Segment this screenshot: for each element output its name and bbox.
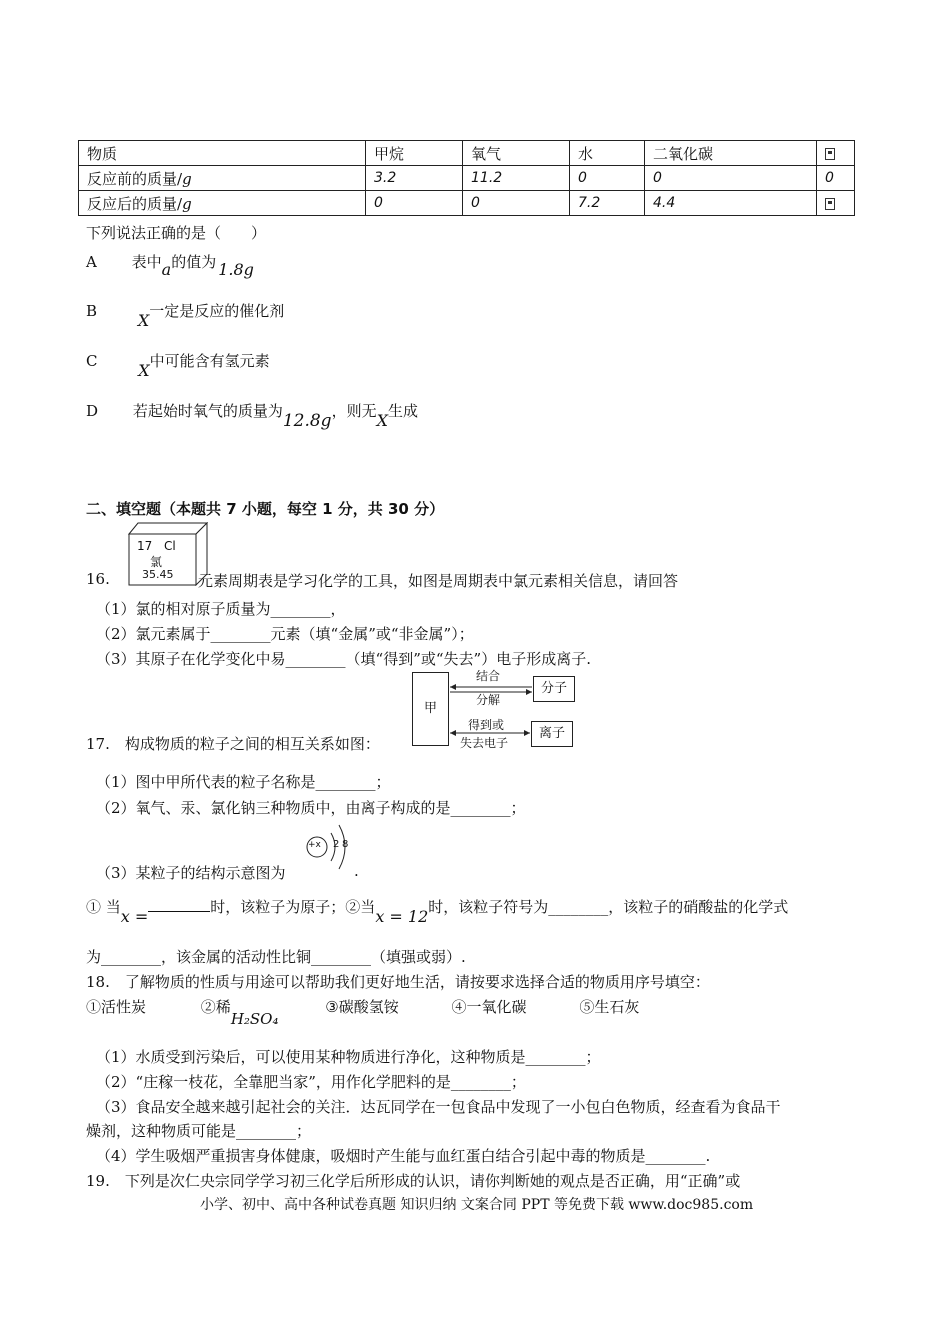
table-header-cell: 氧气 <box>463 141 570 166</box>
question-stem: 元素周期表是学习化学的工具，如图是周期表中氯元素相关信息，请回答 <box>198 572 679 590</box>
label-combine: 结合 <box>476 669 501 683</box>
question-number: 16. <box>86 570 110 588</box>
question-part: 燥剂，这种物质可能是________； <box>86 1122 312 1140</box>
table-header-row <box>79 141 855 166</box>
atomic-mass: 35.45 <box>142 568 174 581</box>
question-stem: 下列说法正确的是（ ） <box>86 224 267 242</box>
row-label: 反应前的质量/g <box>79 166 366 191</box>
missing-image-icon <box>825 198 835 210</box>
missing-image-icon <box>825 148 835 160</box>
option-c: C X中可能含有氢元素 <box>86 352 270 380</box>
label-decompose: 分解 <box>476 693 501 707</box>
option-d: D 若起始时氧气的质量为12.8g，则无X生成 <box>86 402 418 431</box>
table-cell: 0 <box>645 166 817 191</box>
table-row <box>79 166 855 191</box>
option-a: A 表中a的值为 1.8g <box>86 253 254 279</box>
table-cell: 0 <box>366 191 463 216</box>
question-part: （1）氯的相对原子质量为________， <box>96 600 346 618</box>
table-cell <box>817 191 855 216</box>
element-tile-chlorine <box>128 522 208 586</box>
table-header-cell: 水 <box>570 141 645 166</box>
section-title: 二、填空题（本题共 7 小题，每空 1 分，共 30 分） <box>86 500 445 518</box>
table-header-cell <box>817 141 855 166</box>
question-part: （1）水质受到污染后，可以使用某种物质进行净化，这种物质是________； <box>96 1048 601 1066</box>
punctuation: . <box>354 862 359 880</box>
table-header-cell: 甲烷 <box>366 141 463 166</box>
box-ion: 离子 <box>531 721 573 747</box>
question-part: （2）氧气、汞、氯化钠三种物质中，由离子构成的是________； <box>96 799 526 817</box>
mass-table <box>78 140 855 216</box>
question-stem: 17. 构成物质的粒子之间的相互关系如图： <box>86 735 380 753</box>
nucleus-charge: +x <box>308 840 321 850</box>
question-part: （1）图中甲所代表的粒子名称是________； <box>96 773 391 791</box>
table-cell: 7.2 <box>570 191 645 216</box>
table-cell: 0 <box>463 191 570 216</box>
question-part: （3）其原子在化学变化中易________（填“得到”或“失去”）电子形成离子. <box>96 650 591 668</box>
table-row <box>79 191 855 216</box>
label-gain: 得到或 <box>468 718 505 732</box>
shell-1-electrons: 2 <box>333 839 340 850</box>
question-stem: 19. 下列是次仁央宗同学学习初三化学后所形成的认识，请你判断她的观点是否正确，用“正确”或 <box>86 1172 741 1190</box>
box-jia: 甲 <box>412 672 449 746</box>
element-name: 氯 <box>150 555 163 569</box>
question-part: （2）氯元素属于________元素（填“金属”或“非金属”）； <box>96 625 474 643</box>
table-cell: 0 <box>570 166 645 191</box>
question-part: （4）学生吸烟严重损害身体健康，吸烟时产生能与血红蛋白结合引起中毒的物质是________. <box>96 1147 711 1165</box>
question-stem: 18. 了解物质的性质与用途可以帮助我们更好地生活，请按要求选择合适的物质用序号填空： <box>86 973 710 991</box>
page-footer: 小学、初中、高中各种试卷真题 知识归纳 文案合同 PPT 等免费下载 www.doc985.com <box>200 1197 754 1213</box>
atomic-number: 17 <box>137 539 153 553</box>
row-label: 反应后的质量/g <box>79 191 366 216</box>
label-lose: 失去电子 <box>460 736 509 750</box>
question-part: （2）“庄稼一枝花，全靠肥当家”，用作化学肥料的是________； <box>96 1073 526 1091</box>
table-cell: 3.2 <box>366 166 463 191</box>
table-header-cell: 二氧化碳 <box>645 141 817 166</box>
table-cell: 11.2 <box>463 166 570 191</box>
question-part: （3）某粒子的结构示意图为 <box>96 864 286 882</box>
option-list: ①活性炭 ②稀H₂SO₄ ③碳酸氢铵 ④一氧化碳 ⑤生石灰 <box>86 998 640 1028</box>
question-part: 为________，该金属的活动性比铜________（填强或弱）. <box>86 948 466 966</box>
table-cell: 0 <box>817 166 855 191</box>
question-part: （3）食品安全越来越引起社会的关注．达瓦同学在一包食品中发现了一小包白色物质，经查看为食品干 <box>96 1098 781 1116</box>
atomic-structure-diagram <box>303 817 355 875</box>
question-part: ① 当x = 时，该粒子为原子；②当x = 12时，该粒子符号为________，该粒子的硝酸盐的化学式 <box>86 898 789 926</box>
answer-blank[interactable] <box>148 911 210 912</box>
particle-relation-diagram <box>412 669 577 752</box>
shell-2-electrons: 8 <box>342 839 349 850</box>
option-b: B X一定是反应的催化剂 <box>86 302 285 330</box>
box-molecule: 分子 <box>533 676 575 702</box>
table-cell: 4.4 <box>645 191 817 216</box>
element-symbol: Cl <box>164 539 176 553</box>
table-header-cell: 物质 <box>79 141 366 166</box>
